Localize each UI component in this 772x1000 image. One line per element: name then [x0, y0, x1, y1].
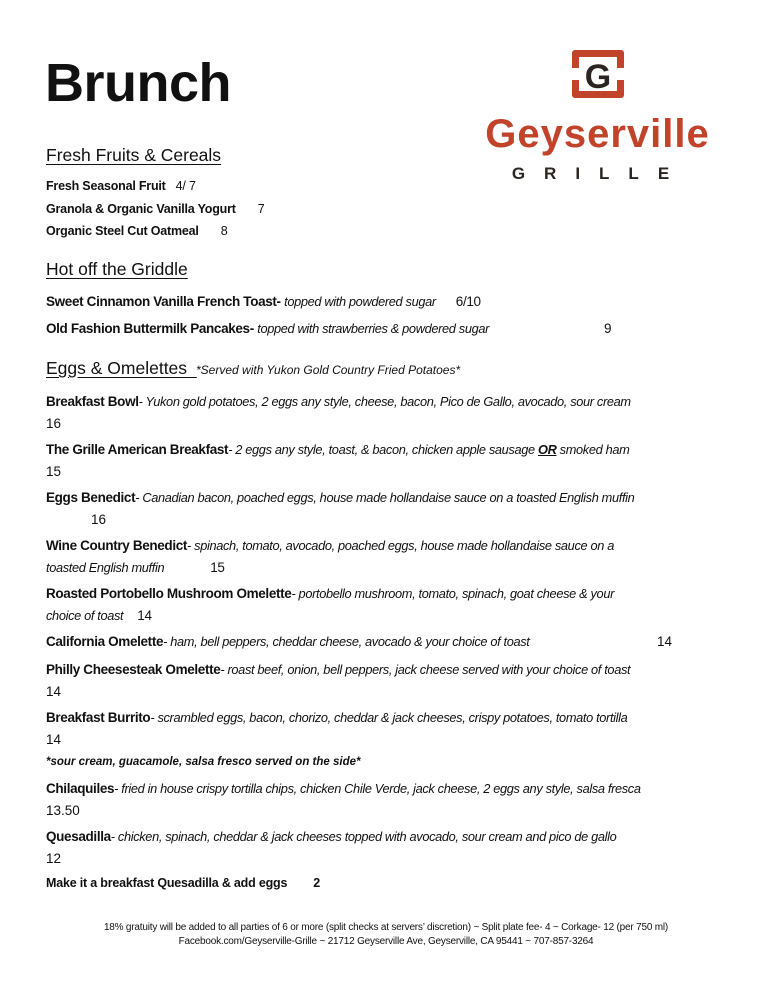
section-heading-fruits: Fresh Fruits & Cereals — [46, 145, 222, 165]
menu-item: Fresh Seasonal Fruit 4/ 7 — [46, 179, 196, 193]
menu-item: Breakfast Bowl- Yukon gold potatoes, 2 eggs any style, cheese, bacon, Pico de Gallo, avocado, sour cream — [46, 394, 631, 409]
section-heading-griddle: Hot off the Griddle — [46, 259, 188, 279]
logo-sub: GRILLE — [511, 164, 689, 183]
section-heading-eggs: Eggs & Omelettes — [46, 358, 188, 378]
menu-item: California Omelette- ham, bell peppers, cheddar cheese, avocado & your choice of toast — [46, 634, 530, 649]
menu-item: The Grille American Breakfast- 2 eggs any style, toast, & bacon, chicken apple sausage OR smoked ham — [46, 442, 630, 457]
logo-name: Geyserville — [485, 112, 710, 156]
menu-item: Sweet Cinnamon Vanilla French Toast- topped with powdered sugar 6/10 — [46, 294, 481, 309]
menu-item-cont: toasted English muffin 15 — [46, 560, 225, 575]
footer-policy: 18% gratuity will be added to all parties of 6 or more (split checks at servers’ discretion) ~ Split plate fee- 4 ~ Corkage- 12 (per 750 ml) — [103, 922, 669, 933]
menu-item-price: 14 — [657, 634, 673, 649]
menu-item: Granola & Organic Vanilla Yogurt 7 — [46, 202, 265, 216]
menu-item: Organic Steel Cut Oatmeal 8 — [46, 224, 228, 238]
menu-addon: Make it a breakfast Quesadilla & add eggs 2 — [46, 876, 320, 890]
menu-item-price: 15 — [46, 464, 62, 479]
menu-item: Wine Country Benedict- spinach, tomato, avocado, poached eggs, house made hollandaise sauce on a — [46, 538, 614, 553]
menu-item-price: 9 — [604, 321, 612, 336]
menu-item: Chilaquiles- fried in house crispy tortilla chips, chicken Chile Verde, jack cheese, 2 eggs any style, salsa fresca — [46, 781, 641, 796]
menu-item-price: 14 — [46, 684, 62, 699]
menu-item-price: 12 — [46, 851, 62, 866]
menu-item: Eggs Benedict- Canadian bacon, poached eggs, house made hollandaise sauce on a toasted English muffin — [46, 490, 635, 505]
page-title: Brunch — [45, 53, 231, 113]
menu-item: Roasted Portobello Mushroom Omelette- portobello mushroom, tomato, spinach, goat cheese & your — [46, 586, 614, 601]
menu-item-price: 14 — [46, 732, 62, 747]
geyserville-grille-logo — [470, 48, 725, 188]
menu-item: Quesadilla- chicken, spinach, cheddar & jack cheeses topped with avocado, sour cream and pico de gallo — [46, 829, 617, 844]
svg-text:G: G — [584, 58, 612, 96]
menu-item: Old Fashion Buttermilk Pancakes- topped with strawberries & powdered sugar — [46, 321, 490, 336]
menu-item-price: 16 — [46, 416, 62, 431]
menu-item: Philly Cheesesteak Omelette- roast beef, onion, bell peppers, jack cheese served with your choice of toast — [46, 662, 631, 677]
side-note: *sour cream, guacamole, salsa fresco served on the side* — [46, 756, 361, 768]
menu-item-price: 16 — [91, 512, 107, 527]
footer-contact: Facebook.com/Geyserville-Grille ~ 21712 Geyserville Ave, Geyserville, CA 95441 ~ 707-857-3264 — [178, 936, 594, 947]
section-note: *Served with Yukon Gold Country Fried Potatoes* — [196, 363, 461, 377]
menu-item-price: 13.50 — [46, 803, 80, 818]
menu-item-cont: choice of toast 14 — [46, 608, 152, 623]
menu-item: Breakfast Burrito- scrambled eggs, bacon, chorizo, cheddar & jack cheeses, crispy potatoes, tomato tortilla — [46, 710, 628, 725]
